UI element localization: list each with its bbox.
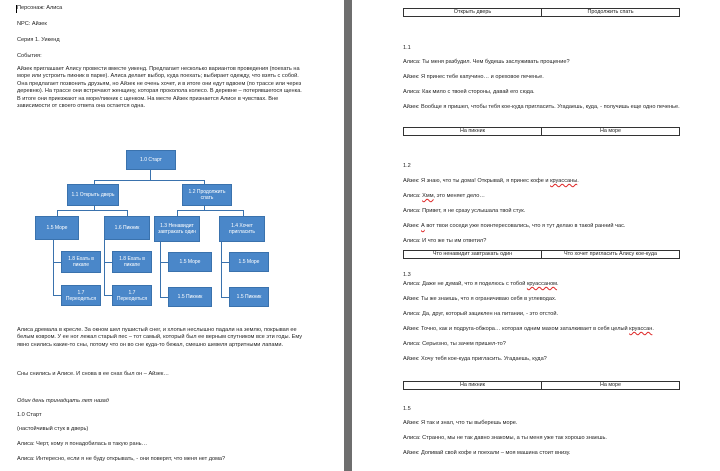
dialogue-line: Айзек: Точно, как и подруга-обжора… которая одним махом заталкивает в себя целый круассан.	[403, 326, 654, 332]
dialogue-line: Алиса: И что же ты им ответил?	[403, 238, 487, 244]
npc-line: NPC: Айзек	[17, 21, 47, 27]
node-start: 1.0 Старт	[126, 150, 176, 170]
dialogue-line: Алиса: Как мило с твоей стороны, давай его сюда.	[403, 89, 535, 95]
node-ride-pickup-2: 1.8 Ехать в пикапе	[112, 251, 152, 273]
dialogue-line: Алиса: Даже не думай, что я поделюсь с тобой круассаном.	[403, 281, 559, 287]
section-number: 1.1	[403, 45, 411, 51]
choice-picnic: На пикник	[404, 382, 542, 390]
dialogue-line: Алиса: Черт, кому я понадобилась в такую рань…	[17, 441, 148, 447]
node-change-clothes-2: 1.7 Переодеться	[112, 285, 152, 306]
right-page	[352, 0, 720, 471]
node-picnic-3: 1.5 Пикник	[229, 287, 269, 307]
choice-hate-breakfast: Что ненавидит завтракать один	[404, 251, 542, 259]
episode-line: Серия 1. Уикенд	[17, 37, 60, 43]
dialogue-line: Алиса: Странно, мы не так давно знакомы, а ты меня уже так хорошо знаешь.	[403, 435, 607, 441]
node-change-clothes: 1.7 Переодеться	[61, 285, 101, 306]
node-picnic: 1.6 Пикник	[104, 216, 150, 240]
node-sea: 1.5 Море	[35, 216, 79, 240]
choice-picnic: На пикник	[404, 128, 542, 136]
dialogue-line: Айзек: Хочу тебя кое-куда пригласить. Угадаешь, куда?	[403, 356, 547, 362]
choice-open-door: Открыть дверь	[404, 9, 542, 17]
dialogue-line: Айзек: Допивай свой кофе и поехали – моя машина стоит внизу.	[403, 450, 571, 456]
node-hate-breakfast: 1.3 Ненавидит завтракать один	[154, 216, 200, 242]
section-number: 1.2	[403, 163, 411, 169]
dialogue-line: Алиса: Ты меня разбудил. Чем будешь заслуживать прощение?	[403, 59, 570, 65]
dream-paragraph: Алиса дремала в кресле. За окном шел пушистый снег, и хлопья неслышно падали на землю, покрывая ее белым ковром. У ее ног лежал старый пес – тот самый, который был ее верным спутником все эти годы. Ему явно снились какие-то сны, потому что он во сне куда-то бежал, смешно шевеля артритными лапами.	[17, 327, 303, 348]
node-want-invite: 1.4 Хочет пригласить	[219, 216, 265, 242]
choice-table	[403, 127, 680, 136]
choice-table	[403, 250, 680, 259]
left-page	[0, 0, 344, 471]
dream-paragraph-2: Сны снились и Алисе. И снова в ее снах был он – Айзек…	[17, 371, 169, 377]
stage-direction: (настойчивый стук в дверь)	[17, 426, 89, 432]
dialogue-line: Айзек: Ты же знаешь, что я ограничиваю себя в углеводах.	[403, 296, 557, 302]
dialogue-line: Айзек: Вообще я пришел, чтобы тебя кое-куда пригласить. Угадаешь, куда, - получишь еще одно печенье.	[403, 104, 680, 110]
dialogue-line-2: Алиса: Интересно, если я не буду открывать, - они поверят, что меня нет дома?	[17, 456, 226, 462]
character-line: Персонаж: Алиса	[17, 5, 63, 11]
node-open-door: 1.1 Открыть дверь	[67, 184, 119, 206]
dialogue-line: Алиса: Хмм, это меняет дело…	[403, 193, 485, 199]
section-number: 1.3	[403, 272, 411, 278]
choice-table	[403, 8, 680, 17]
node-keep-sleeping: 1.2 Продолжить спать	[182, 184, 232, 206]
choice-sea: На море	[542, 382, 680, 390]
node-picnic-2: 1.5 Пикник	[168, 287, 212, 307]
events-label: События:	[17, 53, 42, 59]
choice-keep-sleeping: Продолжить спать	[542, 9, 680, 17]
dialogue-line: Алиса: Привет, я не сразу услышала твой стук.	[403, 208, 526, 214]
dialogue-line: Айзек: Я так и знал, что ты выберешь море.	[403, 420, 518, 426]
section-number: 1.5	[403, 406, 411, 412]
choice-sea: На море	[542, 128, 680, 136]
choice-table	[403, 381, 680, 390]
choice-want-invite: Что хочет пригласить Алису кое-куда	[542, 251, 680, 259]
dialogue-line: Айзек: Я принес тебе капучино… и ореховое печенье.	[403, 74, 544, 80]
start-heading: 1.0 Старт	[17, 412, 42, 418]
node-sea-3: 1.5 Море	[229, 252, 269, 272]
dialogue-line: Айзек: Я знаю, что ты дома! Открывай, я принес кофе и круассаны.	[403, 178, 579, 184]
node-ride-pickup: 1.8 Ехать в пикапе	[61, 251, 101, 273]
dialogue-line: Алиса: Серьезно, ты зачем пришел-то?	[403, 341, 506, 347]
dialogue-line: Алиса: Да, друг, который зациклен на питании, - это отстой.	[403, 311, 559, 317]
dialogue-line: Айзек: А вот твои соседи уже поинтересовались, что я тут делаю в такой ранний час.	[403, 223, 626, 229]
node-sea-2: 1.5 Море	[168, 252, 212, 272]
events-paragraph: Айзек приглашает Алису провести вместе уикенд. Предлагает несколько вариантов проведения (поехать на море или устроить пикник в парке). Алиса делает выбор, куда поехать; выбирает одежду, что взять с собой. Она предлагает позвонить друзьям, но Айзек не очень хочет, и в итоге они едут вдвоем (по трассе или через деревню). На трассе они встречают женщину, которая проколола колесо. В деревне – потерявшегося щенка. В итоге они приезжают на море/пикник с щенком. На месте Айзек признается Алисе в чувствах. Вне зависимости от своего ответа она остается одна.	[17, 66, 302, 110]
time-heading: Один день тринадцать лет назад	[17, 398, 109, 404]
